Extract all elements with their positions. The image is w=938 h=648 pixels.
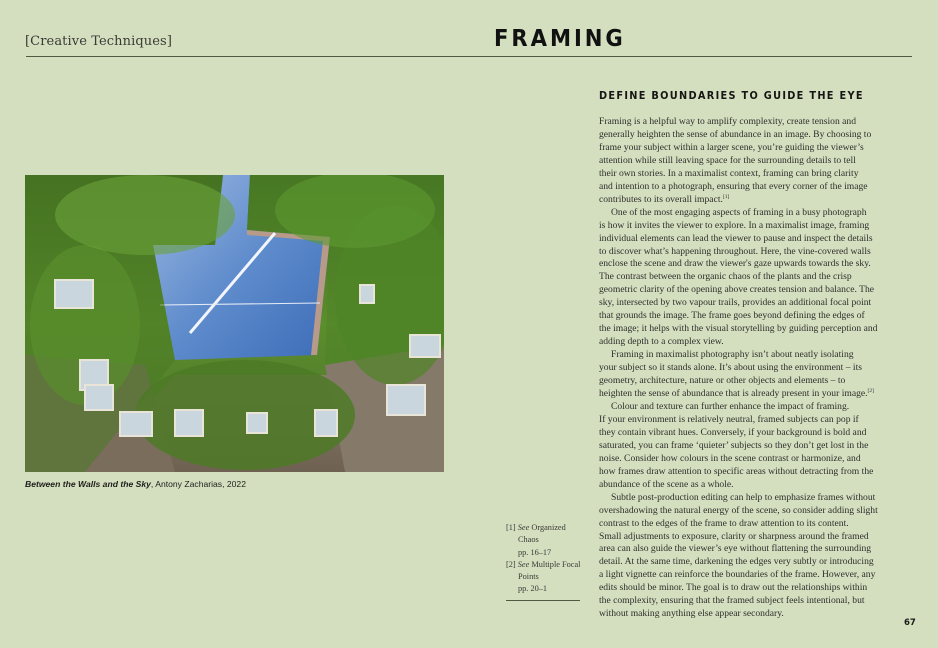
- body-line: to discover what’s happening throughout. Here, the vine-covered walls: [599, 245, 871, 257]
- body-line: generally heighten the sense of abundance in an image. By choosing to: [599, 128, 872, 140]
- body-line: that grounds the image. The frame goes beyond defining the edges of: [599, 310, 865, 322]
- body-line: geometric clarity of the opening above creates tension and balance. The: [599, 284, 874, 296]
- body-line: The contrast between the organic chaos of the plants and the crisp: [599, 271, 852, 283]
- body-line: One of the most engaging aspects of framing in a busy photograph: [611, 206, 867, 218]
- body-line: Subtle post-production editing can help to emphasize frames without: [611, 491, 876, 503]
- body-line: If your environment is relatively neutral, framed subjects can pop if: [599, 413, 859, 425]
- body-line: and intention to a photograph, ensuring that every corner of the image: [599, 180, 868, 192]
- body-line: Colour and texture can further enhance the impact of framing.: [611, 400, 850, 412]
- body-line: sky, intersected by two vapour trails, provides an additional focal point: [599, 297, 872, 309]
- body-line: area can also guide the viewer’s eye without flattening the surrounding: [599, 543, 872, 555]
- body-line: detail. At the same time, darkening the edges very subtly or introducing: [599, 556, 874, 568]
- body-line: the complexity, ensuring that the framed subject feels intentional, but: [599, 595, 865, 607]
- body-line: without making anything else appear secondary.: [599, 608, 784, 620]
- body-line: is how it invites the viewer to explore. In a maximalist image, framing: [599, 219, 870, 231]
- body-line: attention while still leaving space for the surrounding details to tell: [599, 154, 856, 166]
- body-line: contrast to the edges of the frame to draw attention to its content.: [599, 517, 849, 529]
- page-title: FRAMING: [494, 26, 626, 52]
- footnote-1-pages: pp. 16–17: [518, 547, 552, 557]
- body-line: edits should be minor. The goal is to draw out the relationships within: [599, 582, 868, 594]
- footnote-2: [2] See Multiple Focal: [506, 559, 581, 569]
- body-line: noise. Consider how colours in the scene contrast or harmonize, and: [599, 452, 861, 464]
- body-line: Small adjustments to exposure, clarity or sharpness around the framed: [599, 530, 869, 542]
- body-line: enclose the scene and draw the viewer's gaze upwards towards the sky.: [599, 258, 871, 270]
- courtyard-photo: [25, 175, 444, 472]
- body-line: they contain vibrant hues. Conversely, if your background is bold and: [599, 426, 867, 438]
- body-line: geometry, architecture, nature or other objects and elements – to: [599, 375, 846, 387]
- photo-caption: [25, 479, 246, 489]
- article-body: [599, 116, 891, 621]
- photo-illustration: [25, 175, 444, 472]
- body-line: frame your subject within a larger scene, you’re guiding the viewer’s: [599, 141, 864, 153]
- body-line: a light vignette can reinforce the boundaries of the frame. However, any: [599, 569, 876, 581]
- footnote-1-continued: Chaos: [518, 535, 539, 545]
- footnote-2-pages: pp. 20–1: [518, 584, 548, 594]
- section-label: [Creative Techniques]: [25, 34, 172, 49]
- body-line: the image; it helps with the visual storytelling by guiding perception and: [599, 323, 878, 335]
- body-line: how frames draw attention to specific areas without detracting from the: [599, 465, 874, 477]
- body-line: heighten the sense of abundance that is already present in your image.[2]: [599, 388, 874, 400]
- header-divider: [26, 56, 912, 57]
- body-line: Framing is a helpful way to amplify complexity, create tension and: [599, 116, 857, 127]
- footnotes: [506, 522, 580, 596]
- caption-title: Between the Walls and the Sky: [25, 479, 151, 489]
- body-line: individual elements can lead the viewer to pause and inspect the details: [599, 232, 873, 244]
- footnote-reference[interactable]: [2]: [867, 388, 874, 395]
- body-line: Framing in maximalist photography isn’t about neatly isolating: [611, 349, 854, 361]
- body-line: their own stories. In a maximalist context, framing can bring clarity: [599, 167, 859, 179]
- footnote-reference[interactable]: [1]: [722, 193, 730, 200]
- body-line: saturated, you can frame ‘quieter’ subjects so they don’t get lost in the: [599, 439, 869, 451]
- caption-credit: , Antony Zacharias, 2022: [150, 479, 246, 489]
- footnote-divider: [506, 600, 580, 601]
- body-line: overshadowing the natural energy of the scene, so consider adding slight: [599, 504, 878, 516]
- body-line: contributes to its overall impact.[1]: [599, 193, 730, 205]
- footnote-2-continued: Points: [518, 572, 539, 582]
- body-line: adding depth to a complex view.: [599, 336, 724, 348]
- footnote-1: [1] See Organized: [506, 523, 566, 532]
- section-subheading: DEFINE BOUNDARIES TO GUIDE THE EYE: [599, 90, 864, 102]
- page-number: 67: [904, 618, 916, 628]
- body-line: abundance of the scene as a whole.: [599, 478, 734, 490]
- body-line: your subject so it stands alone. It’s about using the environment – its: [599, 362, 862, 374]
